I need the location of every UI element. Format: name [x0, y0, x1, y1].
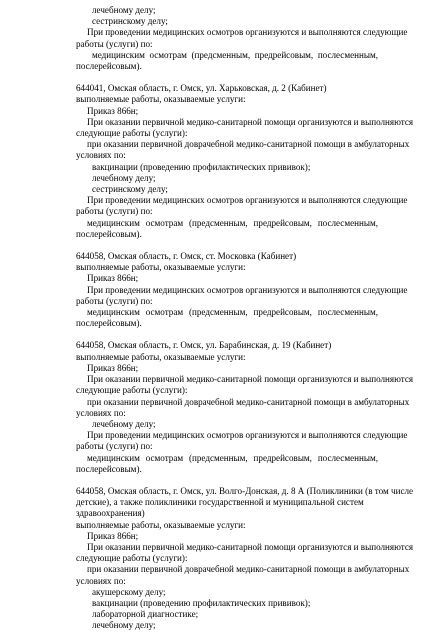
- service-item: акушерскому делу;: [92, 586, 166, 597]
- word: (предсменным,: [188, 217, 248, 228]
- word: осмотрам: [145, 217, 184, 228]
- paragraph-line: При оказании первичной медико-санитарной помощи организуются и выполняются: [87, 374, 414, 385]
- service-item: сестринскому делу;: [92, 184, 168, 195]
- order-line: Приказ 866н;: [87, 530, 139, 541]
- address-line: здравоохранения): [76, 508, 145, 519]
- word: послесменным,: [317, 452, 378, 463]
- paragraph-line: При проведении медицинских осмотров организуются и выполняются следующие: [87, 27, 408, 38]
- paragraph-line: послерейсовым).: [76, 463, 142, 474]
- word: медицинским: [87, 307, 140, 318]
- justified-line: [76, 453, 378, 464]
- service-item: лечебному делу;: [92, 418, 156, 429]
- paragraph-line: следующие работы (услуги):: [76, 128, 188, 139]
- paragraph-line: При проведении медицинских осмотров организуются и выполняются следующие: [87, 430, 408, 441]
- paragraph-line: условиях по:: [76, 575, 126, 586]
- service-item: вакцинации (проведению профилактических прививок);: [92, 161, 311, 172]
- order-line: Приказ 866н;: [87, 105, 139, 116]
- word: предрейсовым,: [253, 452, 312, 463]
- address-line: 644041, Омская область, г. Омск, ул. Харьковская, д. 2 (Кабинет): [76, 83, 327, 94]
- paragraph-line: При оказании первичной медико-санитарной помощи организуются и выполняются: [87, 541, 414, 552]
- paragraph-line: При проведении медицинских осмотров организуются и выполняются следующие: [87, 284, 408, 295]
- word: (предсменным,: [188, 452, 248, 463]
- paragraph-line: при оказании первичной доврачебной медико-санитарной помощи в амбулаторных: [87, 139, 410, 150]
- paragraph-line: При проведении медицинских осмотров организуются и выполняются следующие: [87, 195, 408, 206]
- paragraph-line: условиях по:: [76, 407, 126, 418]
- paragraph-line: послерейсовым).: [76, 228, 142, 239]
- address-line: 644058, Омская область, г. Омск, ул. Волго-Донская, д. 8 А (Поликлиники (в том числе: [76, 485, 414, 496]
- word: медицинским: [87, 217, 140, 228]
- paragraph-line: работы (услуги) по:: [76, 295, 153, 306]
- word: медицинским: [87, 452, 140, 463]
- order-line: Приказ 866н;: [87, 273, 139, 284]
- works-heading: выполняемые работы, оказываемые услуги:: [76, 519, 246, 530]
- justified-line: [76, 218, 378, 229]
- word: осмотрам: [149, 49, 187, 60]
- order-line: Приказ 866н;: [87, 362, 139, 373]
- works-heading: выполняемые работы, оказываемые услуги:: [76, 351, 246, 362]
- word: (предсменным,: [191, 49, 251, 60]
- word: послесменным,: [317, 49, 378, 60]
- works-heading: выполняемые работы, оказываемые услуги:: [76, 262, 246, 273]
- paragraph-line: работы (услуги) по:: [76, 441, 153, 452]
- word: предрейсовым,: [253, 307, 312, 318]
- address-line: 644058, Омская область, г. Омск, ул. Барабинская, д. 19 (Кабинет): [76, 340, 332, 351]
- word: медицинским: [92, 49, 145, 60]
- service-item: сестринскому делу;: [92, 16, 168, 27]
- paragraph-line: условиях по:: [76, 150, 126, 161]
- service-item: лечебному делу;: [92, 620, 156, 631]
- word: послесменным,: [317, 217, 378, 228]
- word: осмотрам: [145, 307, 184, 318]
- justified-line: [76, 50, 378, 61]
- paragraph-line: При оказании первичной медико-санитарной помощи организуются и выполняются: [87, 116, 414, 127]
- paragraph-line: следующие работы (услуги):: [76, 385, 188, 396]
- paragraph-line: послерейсовым).: [76, 318, 142, 329]
- paragraph-line: послерейсовым).: [76, 61, 142, 72]
- paragraph-line: работы (услуги) по:: [76, 38, 153, 49]
- paragraph-line: при оказании первичной доврачебной медико-санитарной помощи в амбулаторных: [87, 396, 410, 407]
- word: осмотрам: [145, 452, 184, 463]
- document-body: [76, 5, 414, 632]
- word: послесменным,: [317, 307, 378, 318]
- service-item: лечебному делу;: [92, 5, 156, 15]
- word: (предсменным,: [188, 307, 248, 318]
- service-item: лабораторной диагностике;: [92, 609, 199, 620]
- address-line: 644058, Омская область, г. Омск, ст. Московка (Кабинет): [76, 251, 297, 262]
- paragraph-line: следующие работы (услуги):: [76, 553, 188, 564]
- word: предрейсовым,: [253, 217, 312, 228]
- paragraph-line: при оказании первичной доврачебной медико-санитарной помощи в амбулаторных: [87, 564, 410, 575]
- justified-line: [76, 307, 378, 318]
- paragraph-line: работы (услуги) по:: [76, 206, 153, 217]
- word: предрейсовым,: [254, 49, 314, 60]
- address-line: детские), а также поликлиники государственной и муниципальной систем: [76, 497, 364, 508]
- service-item: лечебному делу;: [92, 172, 156, 183]
- service-item: вакцинации (проведению профилактических прививок);: [92, 597, 311, 608]
- works-heading: выполняемые работы, оказываемые услуги:: [76, 94, 246, 105]
